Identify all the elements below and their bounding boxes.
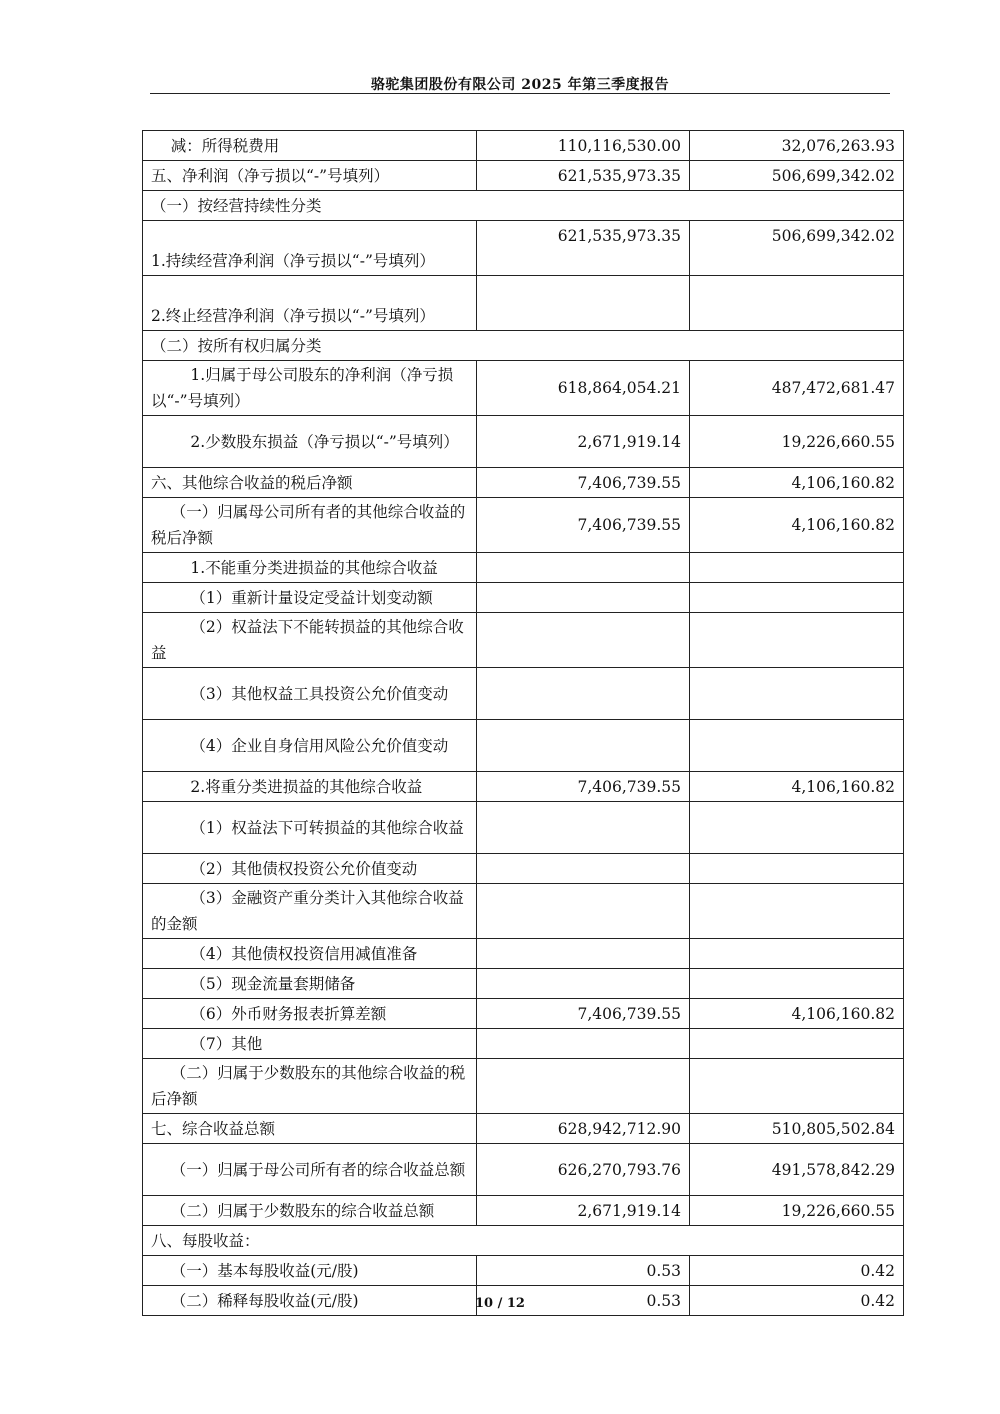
prior-period-value: 4,106,160.82 (690, 468, 904, 498)
table-row (143, 498, 904, 553)
prior-period-value (690, 939, 904, 969)
row-label: 1.持续经营净利润（净亏损以“-”号填列） (143, 221, 477, 276)
row-label: （二）按所有权归属分类 (143, 331, 904, 361)
table-row (143, 191, 904, 221)
table-row (143, 969, 904, 999)
current-period-value: 626,270,793.76 (477, 1144, 690, 1196)
prior-period-value (690, 276, 904, 331)
table-row (143, 1226, 904, 1256)
table-row (143, 668, 904, 720)
table-row (143, 416, 904, 468)
table-row (143, 720, 904, 772)
row-label: （6）外币财务报表折算差额 (143, 999, 477, 1029)
row-label: （1）重新计量设定受益计划变动额 (143, 583, 477, 613)
prior-period-value: 19,226,660.55 (690, 1196, 904, 1226)
table-row (143, 884, 904, 939)
table-row (143, 1029, 904, 1059)
prior-period-value: 506,699,342.02 (690, 221, 904, 276)
row-label: （一）按经营持续性分类 (143, 191, 904, 221)
row-label: （3）金融资产重分类计入其他综合收益的金额 (143, 884, 477, 939)
header-rule (150, 93, 890, 94)
row-label: 2.将重分类进损益的其他综合收益 (143, 772, 477, 802)
current-period-value: 618,864,054.21 (477, 361, 690, 416)
table-row (143, 161, 904, 191)
table-row (143, 613, 904, 668)
prior-period-value (690, 884, 904, 939)
current-period-value: 621,535,973.35 (477, 221, 690, 276)
report-header: 骆驼集团股份有限公司 2025 年第三季度报告 (370, 77, 670, 93)
table-row (143, 999, 904, 1029)
current-period-value (477, 276, 690, 331)
table-row (143, 1144, 904, 1196)
table-row (143, 772, 904, 802)
row-label: 六、其他综合收益的税后净额 (143, 468, 477, 498)
prior-period-value (690, 969, 904, 999)
row-label: （4）企业自身信用风险公允价值变动 (143, 720, 477, 772)
row-label: 减：所得税费用 (143, 131, 477, 161)
current-period-value (477, 802, 690, 854)
prior-period-value (690, 613, 904, 668)
prior-period-value: 487,472,681.47 (690, 361, 904, 416)
prior-period-value: 0.42 (690, 1256, 904, 1286)
row-label: （2）其他债权投资公允价值变动 (143, 854, 477, 884)
current-period-value: 0.53 (477, 1256, 690, 1286)
current-period-value: 621,535,973.35 (477, 161, 690, 191)
prior-period-value: 19,226,660.55 (690, 416, 904, 468)
table-row (143, 468, 904, 498)
table-row (143, 361, 904, 416)
row-label: （7）其他 (143, 1029, 477, 1059)
prior-period-value: 4,106,160.82 (690, 772, 904, 802)
table-row (143, 583, 904, 613)
row-label: （一）归属母公司所有者的其他综合收益的税后净额 (143, 498, 477, 553)
row-label: （4）其他债权投资信用减值准备 (143, 939, 477, 969)
current-period-value (477, 854, 690, 884)
row-label: （1）权益法下可转损益的其他综合收益 (143, 802, 477, 854)
current-period-value (477, 720, 690, 772)
current-period-value (477, 1059, 690, 1114)
current-period-value: 7,406,739.55 (477, 772, 690, 802)
table-row (143, 802, 904, 854)
row-label: （一）归属于母公司所有者的综合收益总额 (143, 1144, 477, 1196)
prior-period-value (690, 802, 904, 854)
row-label: 2.终止经营净利润（净亏损以“-”号填列） (143, 276, 477, 331)
table-row (143, 276, 904, 331)
prior-period-value (690, 668, 904, 720)
prior-period-value: 510,805,502.84 (690, 1114, 904, 1144)
current-period-value (477, 583, 690, 613)
prior-period-value: 491,578,842.29 (690, 1144, 904, 1196)
current-period-value (477, 613, 690, 668)
prior-period-value: 4,106,160.82 (690, 498, 904, 553)
current-period-value: 7,406,739.55 (477, 468, 690, 498)
current-period-value (477, 969, 690, 999)
table-row (143, 131, 904, 161)
current-period-value: 7,406,739.55 (477, 498, 690, 553)
table-row (143, 221, 904, 276)
row-label: 五、净利润（净亏损以“-”号填列） (143, 161, 477, 191)
prior-period-value (690, 1059, 904, 1114)
prior-period-value: 32,076,263.93 (690, 131, 904, 161)
table-row (143, 1059, 904, 1114)
current-period-value: 2,671,919.14 (477, 1196, 690, 1226)
current-period-value: 2,671,919.14 (477, 416, 690, 468)
table-row (143, 1114, 904, 1144)
current-period-value: 7,406,739.55 (477, 999, 690, 1029)
prior-period-value: 506,699,342.02 (690, 161, 904, 191)
table-row (143, 331, 904, 361)
current-period-value (477, 668, 690, 720)
row-label: （2）权益法下不能转损益的其他综合收益 (143, 613, 477, 668)
row-label: 七、综合收益总额 (143, 1114, 477, 1144)
current-period-value: 110,116,530.00 (477, 131, 690, 161)
current-period-value (477, 1029, 690, 1059)
prior-period-value (690, 1029, 904, 1059)
row-label: 1.不能重分类进损益的其他综合收益 (143, 553, 477, 583)
prior-period-value (690, 720, 904, 772)
row-label: （二）归属于少数股东的综合收益总额 (143, 1196, 477, 1226)
row-label: （5）现金流量套期储备 (143, 969, 477, 999)
income-statement-table (142, 130, 904, 1316)
prior-period-value (690, 583, 904, 613)
row-label: 1.归属于母公司股东的净利润（净亏损以“-”号填列） (143, 361, 477, 416)
current-period-value (477, 553, 690, 583)
table-row (143, 1256, 904, 1286)
page-number: 10 / 12 (475, 1296, 525, 1311)
row-label: 八、每股收益： (143, 1226, 904, 1256)
prior-period-value (690, 553, 904, 583)
row-label: 2.少数股东损益（净亏损以“-”号填列） (143, 416, 477, 468)
table-row (143, 854, 904, 884)
prior-period-value: 0.42 (690, 1286, 904, 1316)
row-label: （二）归属于少数股东的其他综合收益的税后净额 (143, 1059, 477, 1114)
current-period-value: 0.53 (477, 1286, 690, 1316)
row-label: （3）其他权益工具投资公允价值变动 (143, 668, 477, 720)
table-row (143, 553, 904, 583)
row-label: （二）稀释每股收益(元/股) (143, 1286, 477, 1316)
table-row (143, 1196, 904, 1226)
prior-period-value: 4,106,160.82 (690, 999, 904, 1029)
current-period-value (477, 939, 690, 969)
current-period-value (477, 884, 690, 939)
current-period-value: 628,942,712.90 (477, 1114, 690, 1144)
row-label: （一）基本每股收益(元/股) (143, 1256, 477, 1286)
prior-period-value (690, 854, 904, 884)
table-row (143, 939, 904, 969)
